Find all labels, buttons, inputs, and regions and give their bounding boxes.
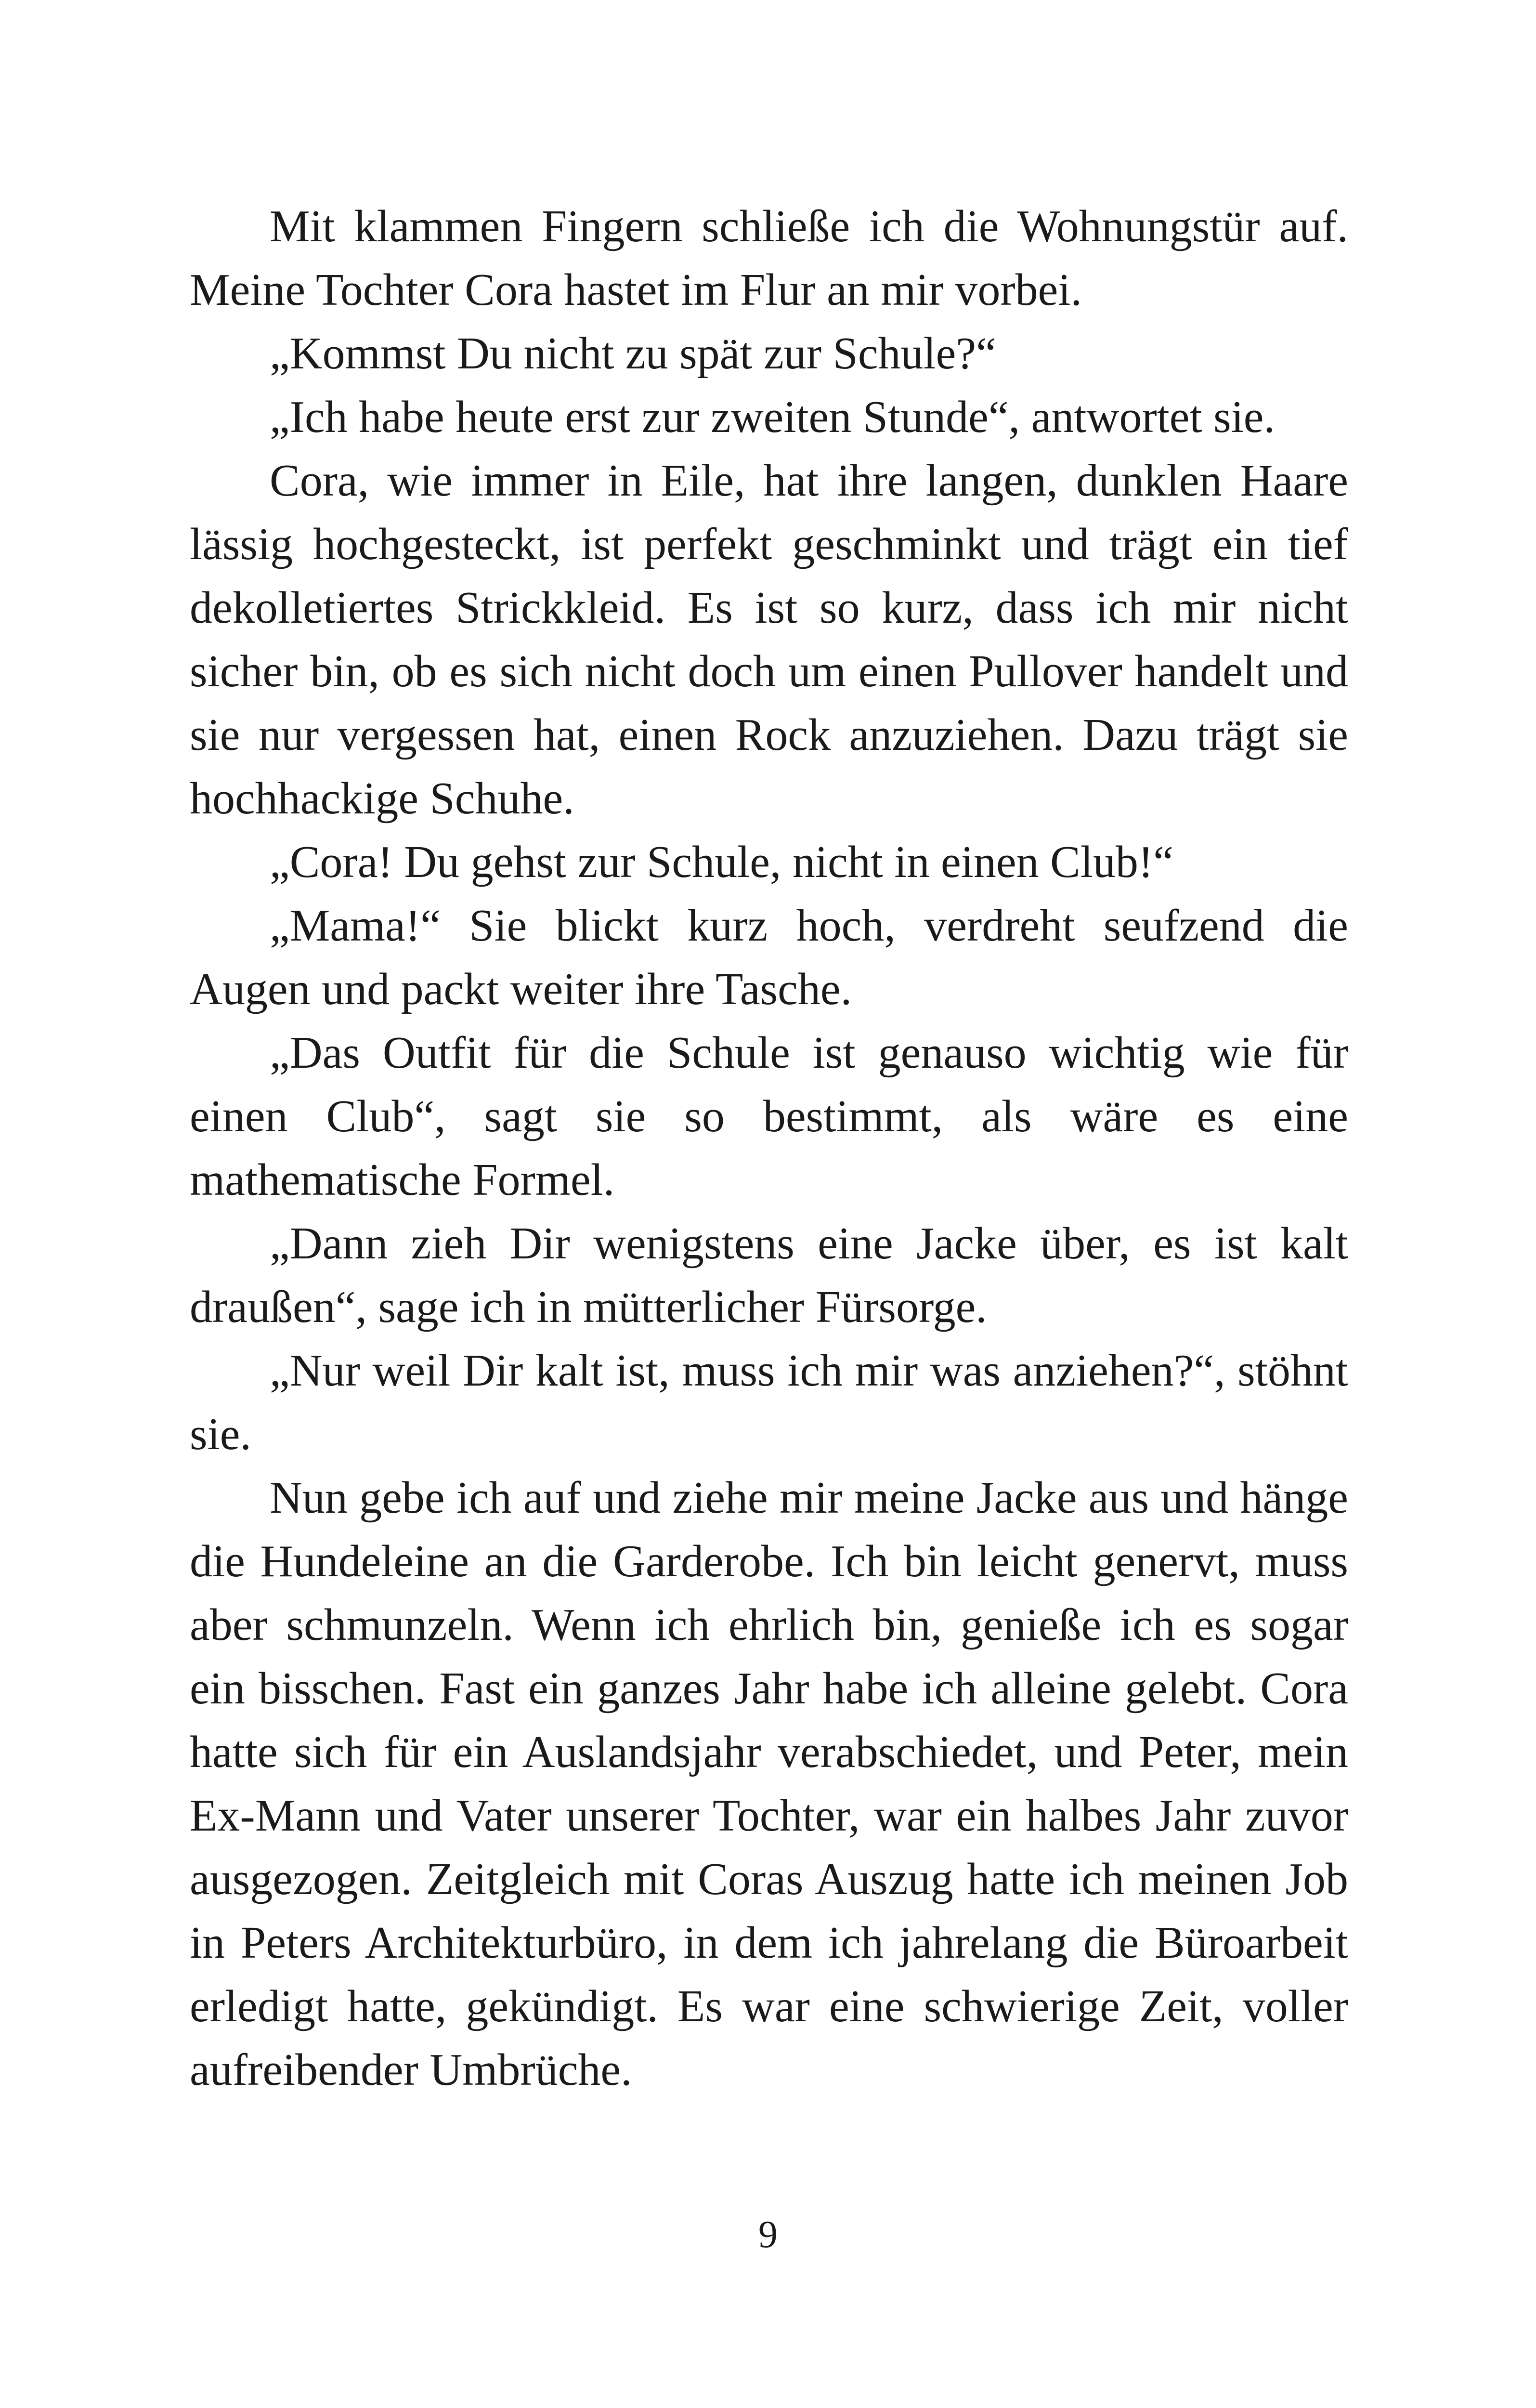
paragraph: „Das Outfit für die Schule ist genauso wichtig wie für einen Club“, sagt sie so bestimmt, als wäre es eine mathematische Formel.: [190, 1028, 1348, 1205]
paragraph: „Cora! Du gehst zur Schule, nicht in einen Club!“: [270, 837, 1173, 887]
paragraph: Cora, wie immer in Eile, hat ihre langen, dunklen Haare lässig hochgesteckt, ist perfekt geschminkt und trägt ein tief dekolletiertes Strickkleid. Es ist so kurz, dass ich mir nicht sicher bin, ob es sich nicht doch um einen Pullover handelt und sie nur vergessen hat, einen Rock anzuziehen. Dazu trägt sie hochhackige Schuhe.: [190, 456, 1348, 824]
page-number: 9: [758, 2213, 778, 2256]
paragraph: Nun gebe ich auf und ziehe mir meine Jacke aus und hänge die Hundeleine an die Garderobe. Ich bin leicht genervt, muss aber schmunzeln. Wenn ich ehrlich bin, genieße ich es sogar ein bisschen. Fast ein ganzes Jahr habe ich alleine gelebt. Cora hatte sich für ein Auslandsjahr verabschiedet, und Peter, mein Ex-Mann und Vater unserer Tochter, war ein halbes Jahr zuvor ausgezogen. Zeitgleich mit Coras Auszug hatte ich meinen Job in Peters Architekturbüro, in dem ich jahrelang die Büroarbeit erledigt hatte, gekündigt. Es war eine schwierige Zeit, voller aufreibender Umbrüche.: [190, 1473, 1348, 2095]
paragraph: „Kommst Du nicht zu spät zur Schule?“: [270, 328, 996, 379]
paragraph: „Dann zieh Dir wenigstens eine Jacke über, es ist kalt draußen“, sage ich in mütterlicher Fürsorge.: [190, 1218, 1348, 1332]
paragraph: „Nur weil Dir kalt ist, muss ich mir was anziehen?“, stöhnt sie.: [190, 1346, 1348, 1459]
body-text: [190, 195, 1348, 2102]
paragraph: Mit klammen Fingern schließe ich die Wohnungstür auf. Meine Tochter Cora hastet im Flur an mir vorbei.: [190, 201, 1348, 315]
paragraph: „Ich habe heute erst zur zweiten Stunde“, antwortet sie.: [270, 392, 1276, 442]
paragraph: „Mama!“ Sie blickt kurz hoch, verdreht seufzend die Augen und packt weiter ihre Tasche.: [190, 901, 1348, 1014]
